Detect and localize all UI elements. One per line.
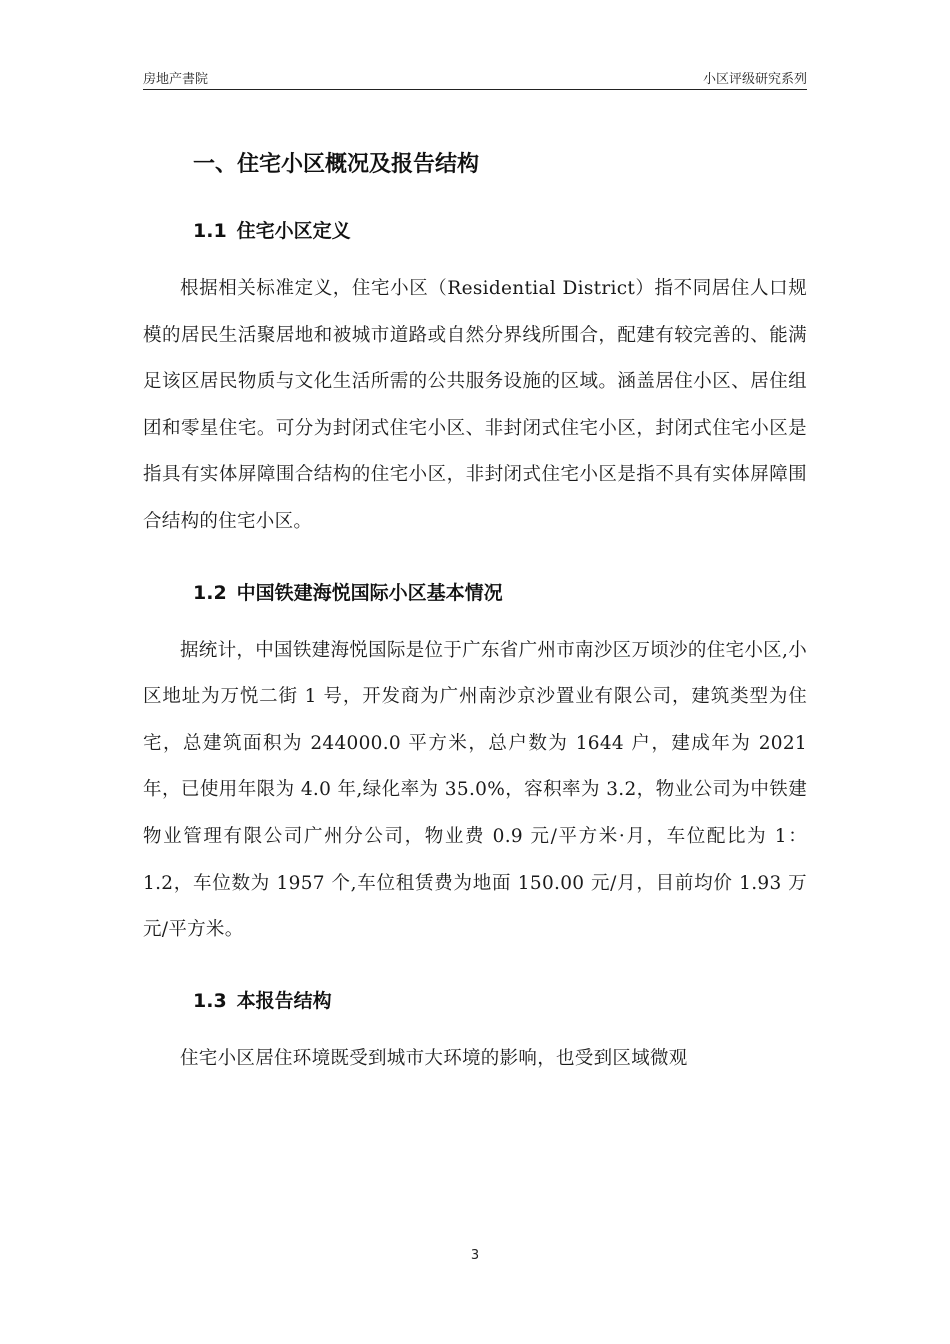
section-paragraph-report-structure: 住宅小区居住环境既受到城市大环境的影响，也受到区域微观 bbox=[180, 1047, 688, 1069]
section-paragraph-community-info: 据统计，中国铁建海悦国际是位于广东省广州市南沙区万顷沙的住宅小区,小区地址为万悦二街 1 号，开发商为广州南沙京沙置业有限公司，建筑类型为住宅，总建筑面积为 244000.0 平方米，总户数为 1644 户，建成年为 2021 年，已使用年限为 4.0 年,绿化率为 35.0%，容积率为 3.2，物业公司为中铁建物业管理有限公司广州分公司，物业费 0.9 元/平方米·月，车位配比为 1：1.2，车位数为 1957 个,车位租赁费为地面 150.00 元/月，目前均价 1.93 万元/平方米。 bbox=[143, 639, 807, 941]
document-body bbox=[143, 140, 807, 1082]
section-title: 本报告结构 bbox=[236, 989, 332, 1012]
section-number: 1.2 bbox=[193, 581, 227, 604]
section-heading-1-3 bbox=[143, 966, 807, 1036]
chapter-title: 一、住宅小区概况及报告结构 bbox=[193, 152, 480, 177]
section-number: 1.3 bbox=[193, 989, 227, 1012]
section-heading-1-1 bbox=[143, 196, 807, 266]
section-number: 1.1 bbox=[193, 220, 227, 242]
section-paragraph-definition: 根据相关标准定义，住宅小区（Residential District）指不同居住人口规模的居民生活聚居地和被城市道路或自然分界线所围合，配建有较完善的、能满足该区居民物质与文化生活所需的公共服务设施的区域。涵盖居住小区、居住组团和零星住宅。可分为封闭式住宅小区、非封闭式住宅小区，封闭式住宅小区是指具有实体屏障围合结构的住宅小区，非封闭式住宅小区是指不具有实体屏障围合结构的住宅小区。 bbox=[143, 278, 807, 532]
header-publisher: 房地产書院 bbox=[143, 72, 209, 87]
header-series: 小区评级研究系列 bbox=[702, 72, 807, 87]
section-heading-1-2 bbox=[143, 558, 807, 628]
section-title: 中国铁建海悦国际小区基本情况 bbox=[236, 581, 503, 604]
section-title: 住宅小区定义 bbox=[236, 220, 351, 242]
page-header bbox=[143, 67, 807, 90]
page-number: 3 bbox=[470, 1248, 480, 1263]
